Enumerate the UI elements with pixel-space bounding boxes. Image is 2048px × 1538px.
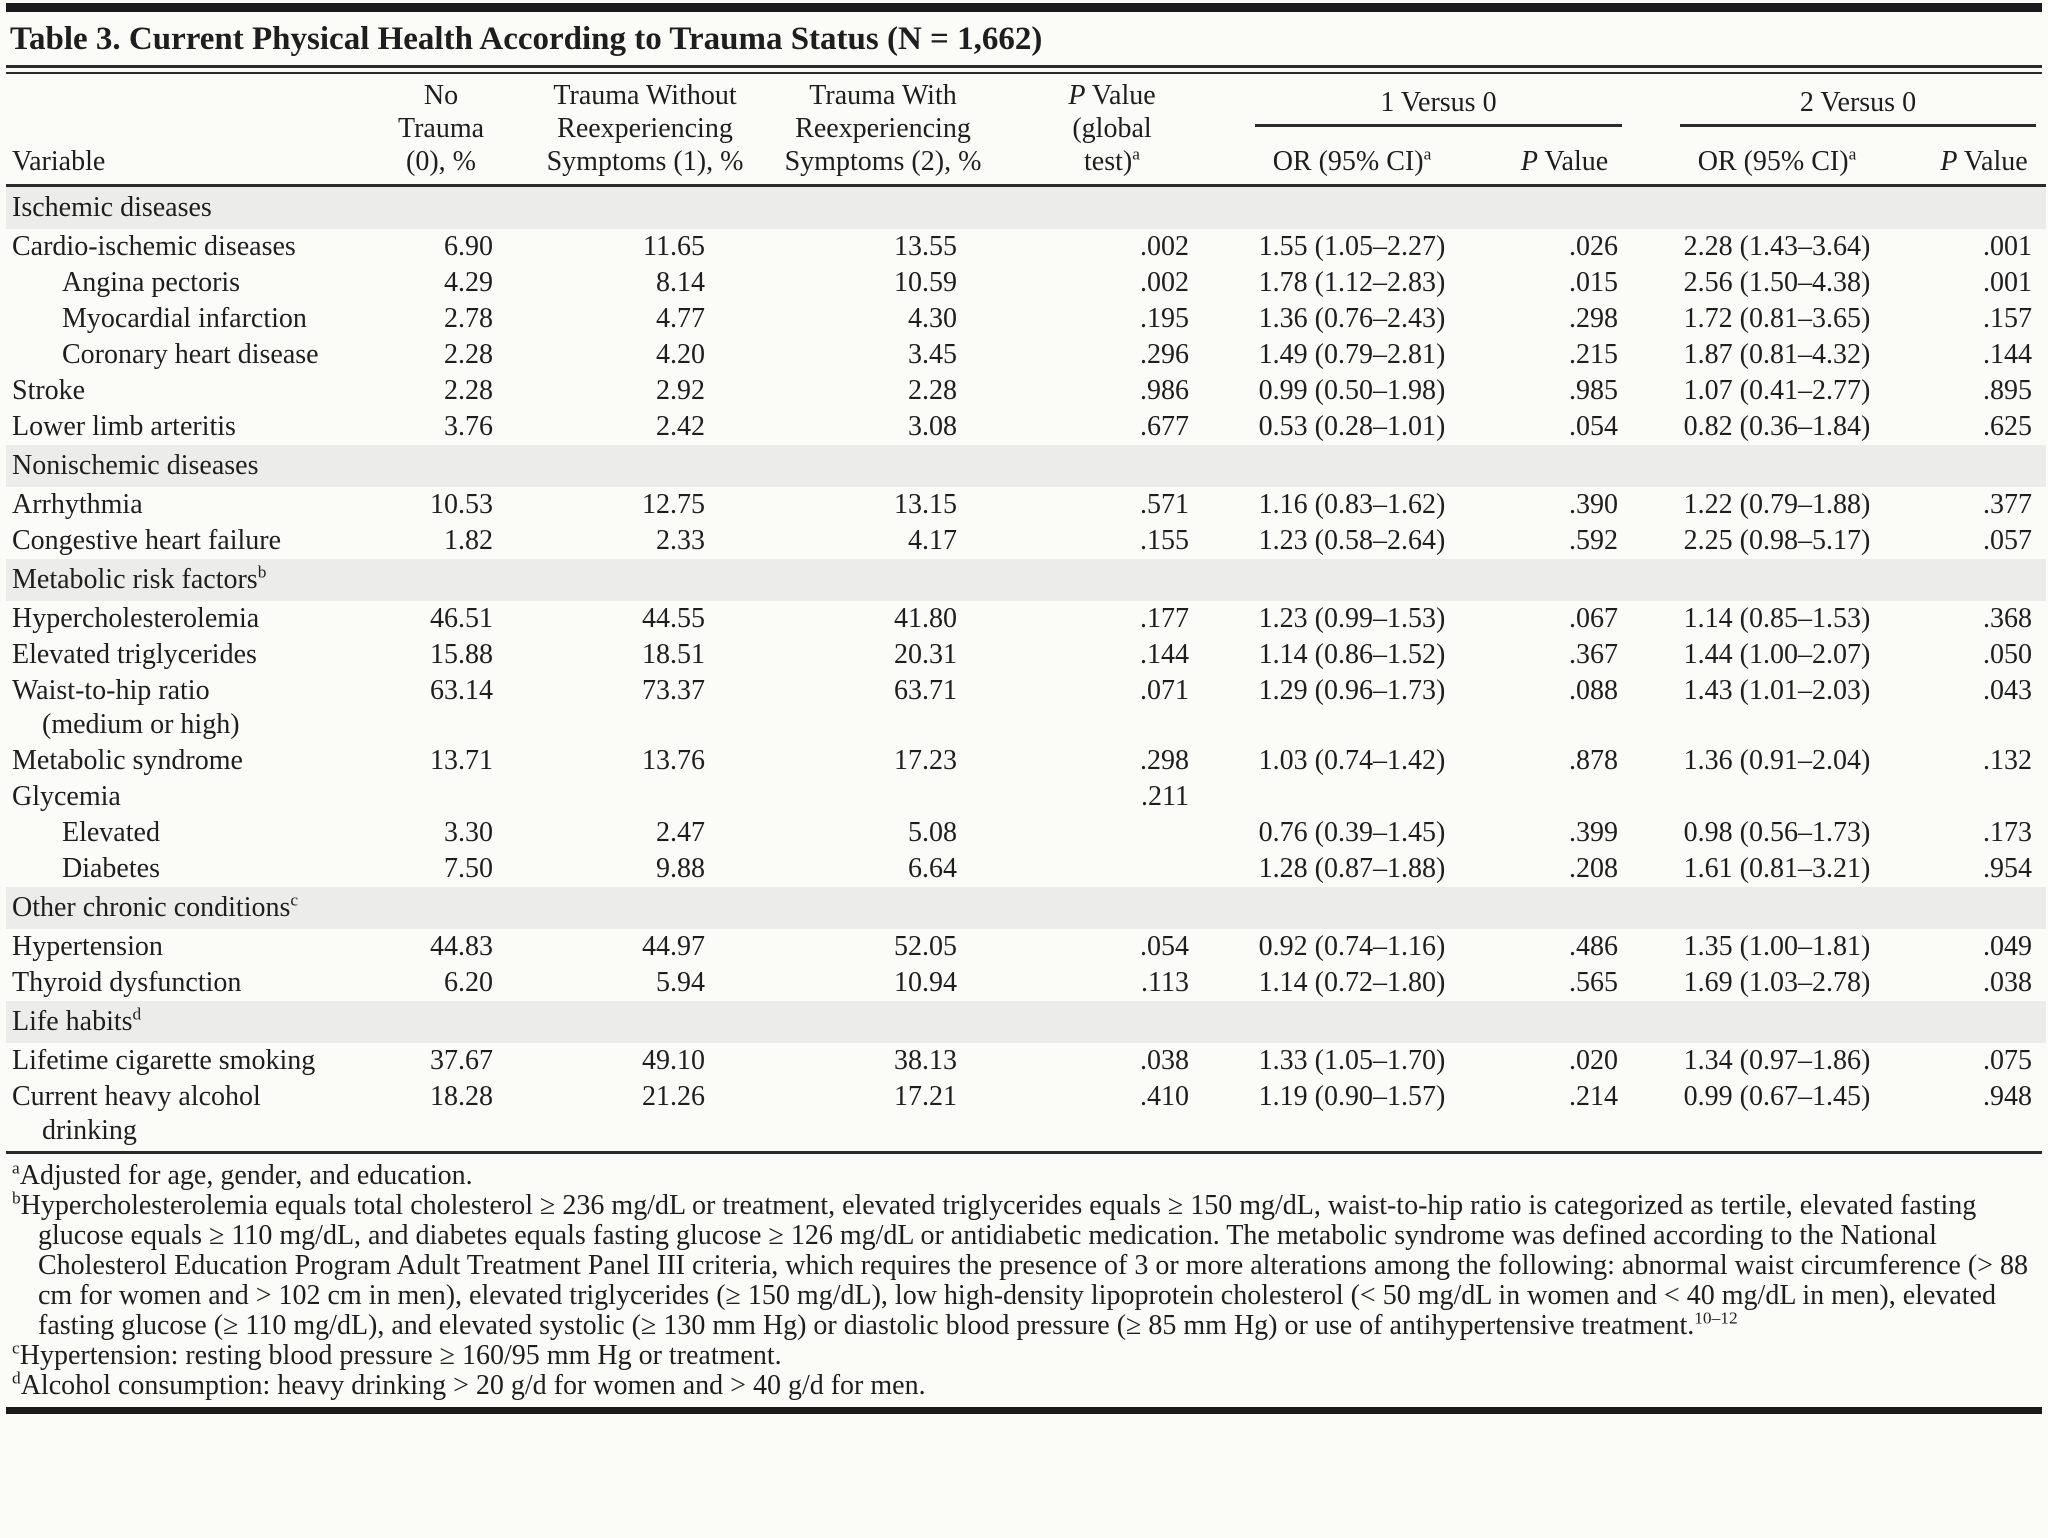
cell-trauma-with-pct: 52.05 [894, 931, 957, 962]
cell-p-global: .071 [1140, 675, 1189, 706]
table-row [6, 409, 2046, 445]
cell-or-2v0: 1.36 (0.91–2.04) [1683, 745, 1871, 776]
row-label: Hypertension [12, 931, 163, 962]
header-line [1017, 145, 1207, 178]
section-row-nonischemic [6, 445, 2046, 487]
table-row [6, 815, 2046, 851]
group-label: 2 Versus 0 [1799, 87, 1917, 119]
table-row [6, 743, 2046, 779]
cell-or-2v0: 1.07 (0.41–2.77) [1683, 375, 1871, 406]
data-table [6, 74, 2046, 1149]
cell-no-trauma-pct: 6.20 [444, 967, 493, 998]
header-line: Trauma Without [553, 80, 737, 111]
cell-no-trauma-pct: 3.30 [444, 817, 493, 848]
cell-no-trauma-pct: 1.82 [444, 525, 493, 556]
cell-p-global: .410 [1140, 1081, 1189, 1112]
table-header [6, 74, 2046, 186]
cell-no-trauma-pct: 44.83 [430, 931, 493, 962]
header-text: Value [1085, 80, 1156, 111]
cell-or-1v0: 1.78 (1.12–2.83) [1258, 267, 1446, 298]
table-row [6, 373, 2046, 409]
group-spanner [1255, 86, 1622, 127]
cell-p-2v0: .050 [1983, 639, 2032, 670]
row-label: Glycemia [12, 781, 121, 812]
header-line: (0), % [406, 146, 476, 177]
section-label-text: Nonischemic diseases [12, 450, 259, 481]
cell-or-2v0: 1.61 (0.81–3.21) [1683, 853, 1871, 884]
col-header-or-2v0 [1632, 133, 1922, 185]
cell-trauma-without-pct: 2.92 [656, 375, 705, 406]
cell-trauma-with-pct: 4.30 [908, 303, 957, 334]
table-row [6, 523, 2046, 559]
cell-p-1v0: .565 [1569, 967, 1618, 998]
footnote-marker: a [1132, 144, 1140, 164]
cell-p-2v0: .001 [1983, 231, 2032, 262]
italic-p: P [1940, 146, 1958, 177]
cell-or-2v0: 0.99 (0.67–1.45) [1683, 1081, 1871, 1112]
row-label-line1: Waist-to-hip ratio [12, 675, 210, 706]
row-label: Thyroid dysfunction [12, 967, 242, 998]
section-row-ischemic [6, 186, 2046, 230]
cell-or-1v0: 1.19 (0.90–1.57) [1258, 1081, 1446, 1112]
row-label: Lower limb arteritis [12, 411, 236, 442]
cell-or-1v0: 1.29 (0.96–1.73) [1258, 675, 1446, 706]
cell-p-global [1017, 815, 1207, 851]
cell-trauma-without-pct: 2.33 [656, 525, 705, 556]
cell-no-trauma-pct: 10.53 [430, 489, 493, 520]
cell-p-global [1017, 851, 1207, 887]
cell-or-2v0: 0.98 (0.56–1.73) [1683, 817, 1871, 848]
cell-p-1v0: .399 [1569, 817, 1618, 848]
cell-or-2v0: 1.14 (0.85–1.53) [1683, 603, 1871, 634]
group-spanner [1680, 86, 2036, 127]
cell-trauma-with-pct: 13.55 [894, 231, 957, 262]
row-label: Metabolic syndrome [12, 745, 243, 776]
footnote-marker: c [12, 1338, 20, 1358]
cell-p-1v0: .020 [1569, 1045, 1618, 1076]
cell-p-global: .211 [1141, 781, 1189, 812]
cell-p-1v0: .214 [1569, 1081, 1618, 1112]
section-label [6, 186, 2046, 230]
cell-p-2v0: .075 [1983, 1045, 2032, 1076]
col-header-p-1v0 [1497, 133, 1632, 185]
table-row [6, 1079, 2046, 1149]
footnotes [6, 1154, 2042, 1401]
cell-or-2v0: 2.25 (0.98–5.17) [1683, 525, 1871, 556]
footnote-marker: b [12, 1188, 21, 1208]
cell-p-1v0: .985 [1569, 375, 1618, 406]
cell-p-2v0: .157 [1983, 303, 2032, 334]
cell-no-trauma-pct: 4.29 [444, 267, 493, 298]
cell-or-2v0: 1.22 (0.79–1.88) [1683, 489, 1871, 520]
cell-no-trauma-pct: 6.90 [444, 231, 493, 262]
section-label-text: Ischemic diseases [12, 192, 212, 223]
cell-or-1v0: 1.23 (0.99–1.53) [1258, 603, 1446, 634]
table-row [6, 929, 2046, 965]
cell-trauma-with-pct: 5.08 [908, 817, 957, 848]
cell-trauma-without-pct: 12.75 [642, 489, 705, 520]
cell-p-2v0 [1922, 779, 2046, 815]
cell-trauma-with-pct: 10.94 [894, 967, 957, 998]
header-text: Value [1957, 146, 2028, 177]
cell-or-1v0: 0.53 (0.28–1.01) [1258, 411, 1446, 442]
cell-no-trauma-pct: 2.78 [444, 303, 493, 334]
cell-p-1v0: .054 [1569, 411, 1618, 442]
footnote-marker: b [257, 562, 267, 582]
cell-p-1v0: .088 [1569, 675, 1618, 706]
cell-p-2v0: .144 [1983, 339, 2032, 370]
cell-or-2v0: 1.44 (1.00–2.07) [1683, 639, 1871, 670]
cell-p-global: .677 [1140, 411, 1189, 442]
cell-p-2v0: .038 [1983, 967, 2032, 998]
cell-no-trauma-pct: 7.50 [444, 853, 493, 884]
footnote-marker: d [12, 1368, 21, 1388]
row-label-line1: Current heavy alcohol [12, 1081, 261, 1112]
header-text: OR (95% CI) [1697, 146, 1849, 177]
table-row [6, 673, 2046, 743]
table-row [6, 487, 2046, 523]
cell-p-1v0: .878 [1569, 745, 1618, 776]
group-label: 1 Versus 0 [1380, 87, 1497, 119]
cell-or-2v0: 1.72 (0.81–3.65) [1683, 303, 1871, 334]
cell-or-2v0 [1632, 779, 1922, 815]
header-row-groups [6, 74, 2046, 133]
cell-p-global: .177 [1140, 603, 1189, 634]
cell-or-1v0: 1.33 (1.05–1.70) [1258, 1045, 1446, 1076]
cell-p-2v0: .625 [1983, 411, 2032, 442]
cell-trauma-with-pct: 63.71 [894, 675, 957, 706]
footnote-text: Hypercholesterolemia equals total cholesterol ≥ 236 mg/dL or treatment, elevated triglycerides equals ≥ 150 mg/dL, waist-to-hip ratio is categorized as tertile, elevated fasting glucose equals ≥ 110 mg/dL, and diabetes equals fasting glucose ≥ 126 mg/dL or antidiabetic medication. The metabolic syndrome was defined according to the National Cholesterol Education Program Adult Treatment Panel III criteria, which requires the presence of 3 or more alterations among the following: abnormal waist circumference (> 88 cm for women and > 102 cm in men), elevated triglycerides (≥ 150 mg/dL), low high-density lipoprotein cholesterol (< 50 mg/dL in women and < 40 mg/dL in men), elevated fasting glucose (≥ 110 mg/dL), and elevated systolic (≥ 130 mm Hg) or diastolic blood pressure (≥ 85 mm Hg) or use of antihypertensive treatment. [20, 1190, 2028, 1341]
cell-no-trauma-pct: 2.28 [444, 375, 493, 406]
cell-p-1v0: .486 [1569, 931, 1618, 962]
section-label-text: Other chronic conditions [12, 892, 291, 923]
cell-trauma-with-pct: 17.23 [894, 745, 957, 776]
cell-p-1v0: .367 [1569, 639, 1618, 670]
cell-p-global: .571 [1140, 489, 1189, 520]
cell-p-global: .054 [1140, 931, 1189, 962]
row-label: Diabetes [62, 853, 160, 884]
italic-p: P [1068, 80, 1086, 111]
cell-trauma-with-pct: 13.15 [894, 489, 957, 520]
italic-p: P [1520, 146, 1538, 177]
cell-or-1v0: 1.49 (0.79–2.81) [1258, 339, 1446, 370]
cell-trauma-without-pct: 18.51 [642, 639, 705, 670]
header-text: OR (95% CI) [1272, 146, 1424, 177]
cell-or-1v0: 1.28 (0.87–1.88) [1258, 853, 1446, 884]
cell-p-global: .296 [1140, 339, 1189, 370]
cell-p-1v0: .208 [1569, 853, 1618, 884]
col-header-variable: Variable [6, 74, 341, 186]
footnote-marker: a [12, 1158, 20, 1178]
cell-p-global: .113 [1141, 967, 1189, 998]
cell-p-global: .038 [1140, 1045, 1189, 1076]
row-label: Hypercholesterolemia [12, 603, 260, 634]
header-line: Symptoms (1), % [546, 146, 744, 177]
section-label-text: Metabolic risk factors [12, 564, 258, 595]
section-label [6, 1001, 2046, 1043]
cell-trauma-without-pct: 2.47 [656, 817, 705, 848]
cell-trauma-with-pct: 2.28 [908, 375, 957, 406]
cell-p-2v0: .057 [1983, 525, 2032, 556]
cell-or-1v0: 1.14 (0.72–1.80) [1258, 967, 1446, 998]
cell-trauma-without-pct: 2.42 [656, 411, 705, 442]
cell-p-2v0: .001 [1983, 267, 2032, 298]
footnote-b [12, 1188, 2038, 1341]
cell-p-2v0: .377 [1983, 489, 2032, 520]
cell-p-global: .002 [1140, 231, 1189, 262]
cell-or-2v0: 2.56 (1.50–4.38) [1683, 267, 1871, 298]
section-label [6, 445, 2046, 487]
cell-p-global: .195 [1140, 303, 1189, 334]
row-label [6, 673, 341, 743]
cell-trauma-with-pct: 10.59 [894, 267, 957, 298]
table-row [6, 965, 2046, 1001]
row-label: Angina pectoris [62, 267, 241, 298]
row-label: Stroke [12, 375, 86, 406]
cell-trauma-without-pct: 8.14 [656, 267, 705, 298]
row-label: Elevated triglycerides [12, 639, 257, 670]
header-line [1017, 79, 1207, 112]
header-text: test) [1084, 146, 1133, 177]
cell-no-trauma-pct: 13.71 [430, 745, 493, 776]
title-double-rule [6, 65, 2042, 74]
cell-trauma-without-pct: 4.20 [656, 339, 705, 370]
cell-p-2v0: .049 [1983, 931, 2032, 962]
header-line: Trauma [397, 113, 485, 144]
row-label-line2: (medium or high) [42, 709, 240, 740]
bottom-rule-bar [6, 1407, 2042, 1414]
footnote-text: Alcohol consumption: heavy drinking > 20 g/d for women and > 40 g/d for men. [20, 1370, 926, 1401]
row-label: Coronary heart disease [62, 339, 319, 370]
col-group-1-versus-0 [1207, 74, 1632, 133]
cell-no-trauma-pct: 37.67 [430, 1045, 493, 1076]
row-label: Congestive heart failure [12, 525, 282, 556]
cell-p-global: .002 [1140, 267, 1189, 298]
footnote-text: Adjusted for age, gender, and education. [19, 1160, 473, 1191]
cell-trauma-without-pct: 9.88 [656, 853, 705, 884]
cell-trauma-without-pct: 44.97 [642, 931, 705, 962]
cell-p-global: .986 [1140, 375, 1189, 406]
cell-trauma-with-pct: 38.13 [894, 1045, 957, 1076]
col-header-p-2v0 [1922, 133, 2046, 185]
header-line: Reexperiencing [795, 113, 971, 144]
cell-p-2v0: .954 [1983, 853, 2032, 884]
section-row-life-habits [6, 1001, 2046, 1043]
header-line: Reexperiencing [557, 113, 733, 144]
top-rule-bar [6, 3, 2042, 12]
row-label: Cardio-ischemic diseases [12, 231, 296, 262]
section-row-metabolic [6, 559, 2046, 601]
cell-or-1v0: 1.03 (0.74–1.42) [1258, 745, 1446, 776]
cell-p-2v0: .895 [1983, 375, 2032, 406]
cell-trauma-without-pct: 13.76 [642, 745, 705, 776]
col-header-no-trauma [341, 74, 541, 186]
footnote-marker: a [1423, 144, 1432, 164]
cell-no-trauma-pct: 15.88 [430, 639, 493, 670]
table-row [6, 779, 2046, 815]
citation-superscript: 10–12 [1694, 1308, 1738, 1328]
col-header-p-global [1017, 74, 1207, 186]
section-label-text: Life habits [12, 1006, 133, 1037]
header-line: Symptoms (2), % [784, 146, 982, 177]
cell-trauma-with-pct: 41.80 [894, 603, 957, 634]
cell-trauma-without-pct: 5.94 [656, 967, 705, 998]
table-row [6, 601, 2046, 637]
cell-or-2v0: 2.28 (1.43–3.64) [1683, 231, 1871, 262]
cell-p-2v0: .368 [1983, 603, 2032, 634]
header-line: (global [1072, 113, 1152, 144]
row-label-line2: drinking [42, 1115, 137, 1146]
col-header-trauma-without [541, 74, 749, 186]
cell-trauma-without-pct: 44.55 [642, 603, 705, 634]
table-body [6, 186, 2046, 1150]
cell-no-trauma-pct [341, 779, 541, 815]
cell-trauma-without-pct [541, 779, 749, 815]
table-row [6, 337, 2046, 373]
col-header-trauma-with [749, 74, 1017, 186]
table-title: Table 3. Current Physical Health According to Trauma Status (N = 1,662) [10, 21, 1043, 57]
cell-or-1v0: 0.99 (0.50–1.98) [1258, 375, 1446, 406]
table-row [6, 265, 2046, 301]
cell-or-2v0: 1.35 (1.00–1.81) [1683, 931, 1871, 962]
row-label: Elevated [62, 817, 160, 848]
cell-p-global: .155 [1140, 525, 1189, 556]
footnote-marker: d [132, 1004, 142, 1024]
cell-trauma-with-pct: 6.64 [908, 853, 957, 884]
cell-or-2v0: 1.43 (1.01–2.03) [1683, 675, 1871, 706]
section-label [6, 559, 2046, 601]
cell-trauma-with-pct: 17.21 [894, 1081, 957, 1112]
cell-p-1v0: .026 [1569, 231, 1618, 262]
cell-or-1v0: 1.14 (0.86–1.52) [1258, 639, 1446, 670]
row-label [6, 1079, 341, 1149]
row-label: Myocardial infarction [62, 303, 307, 334]
cell-trauma-with-pct: 3.08 [908, 411, 957, 442]
cell-p-2v0: .132 [1983, 745, 2032, 776]
footnote-a [12, 1158, 2038, 1191]
col-header-or-1v0 [1207, 133, 1497, 185]
header-line: No [423, 80, 459, 111]
table-row [6, 851, 2046, 887]
cell-p-2v0: .173 [1983, 817, 2032, 848]
cell-trauma-with-pct: 4.17 [908, 525, 957, 556]
footnote-c [12, 1338, 2038, 1371]
cell-trauma-with-pct: 20.31 [894, 639, 957, 670]
col-group-2-versus-0 [1632, 74, 2046, 133]
cell-p-1v0: .298 [1569, 303, 1618, 334]
cell-trauma-without-pct: 4.77 [656, 303, 705, 334]
cell-p-1v0: .592 [1569, 525, 1618, 556]
cell-p-1v0: .015 [1569, 267, 1618, 298]
table-row [6, 1043, 2046, 1079]
cell-p-2v0: .948 [1983, 1081, 2032, 1112]
footnote-d [12, 1368, 2038, 1401]
cell-or-2v0: 1.87 (0.81–4.32) [1683, 339, 1871, 370]
footnote-marker: a [1848, 144, 1857, 164]
cell-or-1v0: 1.16 (0.83–1.62) [1258, 489, 1446, 520]
cell-trauma-with-pct: 3.45 [908, 339, 957, 370]
cell-no-trauma-pct: 63.14 [430, 675, 493, 706]
footnote-marker: c [290, 890, 299, 910]
table-row [6, 301, 2046, 337]
row-label: Arrhythmia [12, 489, 143, 520]
footnote-text: Hypertension: resting blood pressure ≥ 160/95 mm Hg or treatment. [19, 1340, 782, 1371]
cell-or-1v0: 1.55 (1.05–2.27) [1258, 231, 1446, 262]
cell-or-1v0: 0.76 (0.39–1.45) [1258, 817, 1446, 848]
cell-p-global: .298 [1140, 745, 1189, 776]
cell-trauma-without-pct: 49.10 [642, 1045, 705, 1076]
cell-trauma-with-pct [749, 779, 1017, 815]
cell-or-1v0 [1207, 779, 1497, 815]
cell-trauma-without-pct: 21.26 [642, 1081, 705, 1112]
table-row [6, 637, 2046, 673]
row-label: Lifetime cigarette smoking [12, 1045, 316, 1076]
cell-no-trauma-pct: 2.28 [444, 339, 493, 370]
cell-p-global: .144 [1140, 639, 1189, 670]
header-text: Value [1537, 146, 1609, 177]
cell-no-trauma-pct: 3.76 [444, 411, 493, 442]
cell-or-1v0: 0.92 (0.74–1.16) [1258, 931, 1446, 962]
cell-or-2v0: 1.69 (1.03–2.78) [1683, 967, 1871, 998]
section-label [6, 887, 2046, 929]
cell-no-trauma-pct: 46.51 [430, 603, 493, 634]
cell-p-1v0: .067 [1569, 603, 1618, 634]
cell-p-1v0: .390 [1569, 489, 1618, 520]
cell-or-2v0: 0.82 (0.36–1.84) [1683, 411, 1871, 442]
cell-no-trauma-pct: 18.28 [430, 1081, 493, 1112]
cell-or-2v0: 1.34 (0.97–1.86) [1683, 1045, 1871, 1076]
header-line: Trauma With [809, 80, 957, 111]
cell-p-1v0: .215 [1569, 339, 1618, 370]
cell-p-1v0 [1497, 779, 1632, 815]
cell-trauma-without-pct: 11.65 [643, 231, 705, 262]
table-row [6, 229, 2046, 265]
cell-p-2v0: .043 [1983, 675, 2032, 706]
cell-or-1v0: 1.36 (0.76–2.43) [1258, 303, 1446, 334]
cell-trauma-without-pct: 73.37 [642, 675, 705, 706]
cell-or-1v0: 1.23 (0.58–2.64) [1258, 525, 1446, 556]
section-row-other-chronic [6, 887, 2046, 929]
